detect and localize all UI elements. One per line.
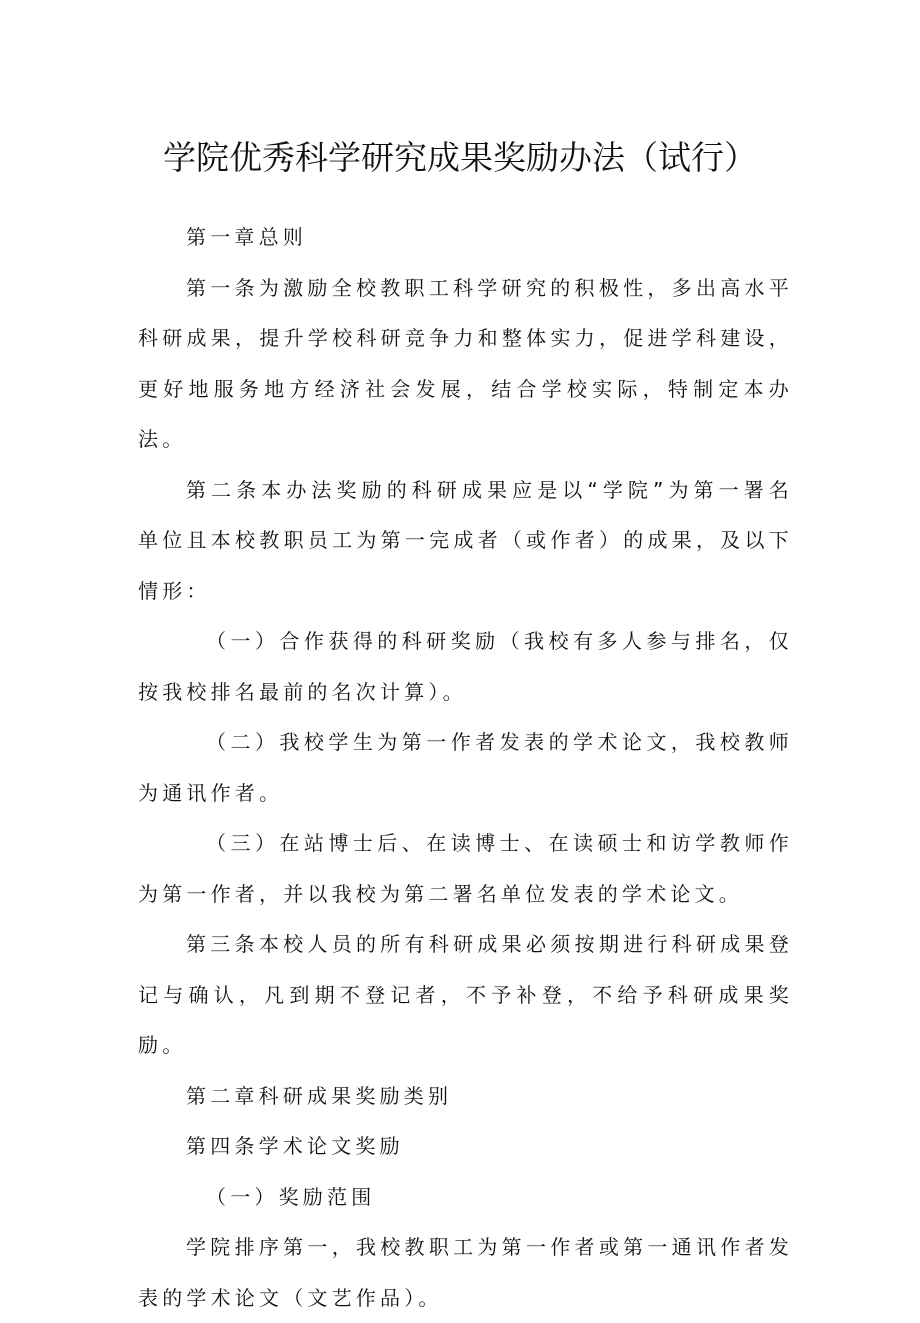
clause-paragraph: （二）我校学生为第一作者发表的学术论文，我校教师为通讯作者。 bbox=[138, 730, 793, 805]
clause-heading: （一）奖励范围 bbox=[206, 1184, 376, 1209]
clause-paragraph: （三）在站博士后、在读博士、在读硕士和访学教师作为第一作者，并以我校为第二署名单位发表的学术论文。 bbox=[138, 831, 793, 906]
article-paragraph: 第二条本办法奖励的科研成果应是以“学院”为第一署名单位且本校教职员工为第一完成者（或作者）的成果，及以下情形： bbox=[138, 477, 793, 603]
article-paragraph: 学院排序第一，我校教职工为第一作者或第一通讯作者发表的学术论文（文艺作品）。 bbox=[138, 1235, 793, 1310]
document-body bbox=[138, 212, 793, 1323]
article-paragraph: 第三条本校人员的所有科研成果必须按期进行科研成果登记与确认，凡到期不登记者，不予补登，不给予科研成果奖励。 bbox=[138, 932, 793, 1057]
chapter-heading: 第二章科研成果奖励类别 bbox=[186, 1083, 453, 1108]
clause-paragraph: （一）合作获得的科研奖励（我校有多人参与排名，仅按我校排名最前的名次计算）。 bbox=[138, 629, 793, 704]
article-heading: 第四条学术论文奖励 bbox=[186, 1134, 404, 1158]
chapter-heading: 第一章总则 bbox=[186, 225, 307, 249]
article-paragraph: 第一条为激励全校教职工科学研究的积极性，多出高水平科研成果，提升学校科研竞争力和整体实力，促进学科建设，更好地服务地方经济社会发展，结合学校实际，特制定本办法。 bbox=[138, 275, 793, 451]
document-title: 学院优秀科学研究成果奖励办法（试行） bbox=[163, 138, 757, 177]
